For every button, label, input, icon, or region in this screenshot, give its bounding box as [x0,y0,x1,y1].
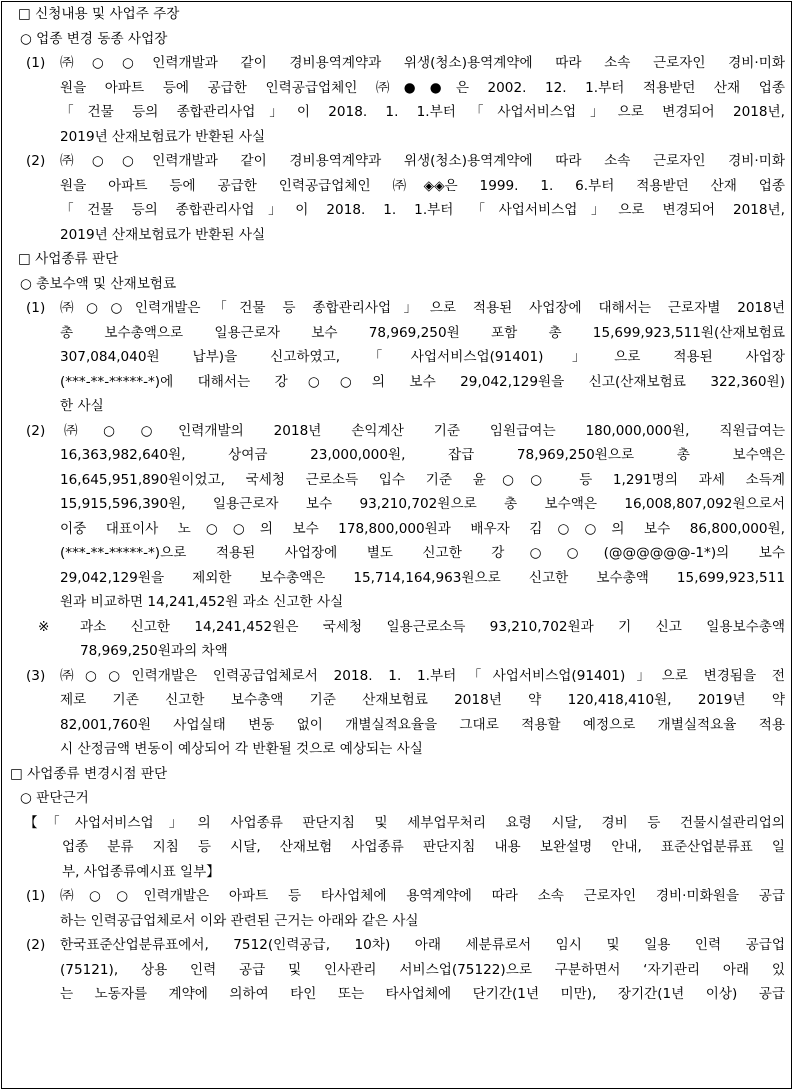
sub-heading: ○ 총보수액 및 산재보험료 [20,275,177,292]
item-first-line [2,664,791,689]
item-text: ㈜○○인력개발은 인력공급업체로서 2018. 1. 1.부터「사업서비스업(91401)」으로 변경됨을 전 [60,667,785,684]
item-continuation-line: 원을 아파트 등에 공급한 인력공급업체인 ㈜◈◈은 1999. 1. 6.부터 적용받던 산재 업종 [60,177,785,194]
item-number: (2) [26,422,46,439]
item-number: (1) [26,55,46,71]
item-number: (1) [26,888,46,904]
document-page [1,1,792,1089]
item-continuation-line: 부, 사업종류예시표 일부】 [62,863,220,880]
item-number: ※ [38,618,50,635]
item-continuation-line: 하는 인력공급업체로서 이와 관련된 근거는 아래와 같은 사실 [60,912,419,929]
section-heading: □ 신청내용 및 사업주 주장 [18,6,180,22]
item-continuation-line: 78,969,250원과의 차액 [80,643,228,659]
item-continuation-line: 15,915,596,390원, 일용근로자 보수 93,210,702원으로 총 보수액은 16,008,807,092원으로서 [60,496,785,512]
item-continuation-line: 307,084,040원 납부)을 신고하였고,「사업서비스업(91401)」으로 적용된 사업장 [60,349,785,365]
item-first-line [2,149,791,174]
item-continuation-line: 「건물 등의 종합관리사업」이 2018. 1. 1.부터 「사업서비스업」으로 변경되어 2018년, [60,202,785,218]
item-continuation-line: (***-**-*****-*)에 대해서는 강○○의 보수 29,042,129원을 신고(산재보험료 322,360원) [60,373,785,390]
item-text: 한국표준산업분류표에서, 7512(인력공급, 10차) 아래 세분류로서 임시 및 일용 인력 공급업 [60,937,785,953]
item-first-line [2,296,791,321]
numbered-item [2,419,791,615]
item-continuation-line: 제로 기존 신고한 보수총액 기준 산재보험료 2018년 약 120,418,410원, 2019년 약 [60,692,785,708]
sub-heading: ○ 업종 변경 동종 사업장 [20,30,168,47]
numbered-item [2,296,791,419]
item-number: (3) [26,667,46,684]
item-number: (2) [26,937,46,953]
item-text: ㈜○○인력개발은「건물 등 종합관리사업」으로 적용된 사업장에 대해서는 근로자별 2018년 [60,300,785,316]
item-text: 【「사업서비스업」의 사업종류 판단지침 및 세부업무처리 요령 시달, 경비 등 건물시설관리업의 [24,814,785,831]
item-continuation-line: 29,042,129원을 제외한 보수총액은 15,714,164,963원으로 신고한 보수총액 15,699,923,511 [60,569,785,586]
item-first-line [2,811,791,836]
item-continuation-line: 이중 대표이사 노○○의 보수 178,800,000원과 배우자 김○○의 보수 86,800,000원, [60,520,785,537]
item-continuation-line: 16,363,982,640원, 상여금 23,000,000원, 잡급 78,969,250원으로 총 보수액은 [60,447,785,463]
item-continuation-line: (75121), 상용 인력 공급 및 인사관리 서비스업(75122)으로 구분하면서 ‘자기관리 아래 있 [60,961,785,978]
item-continuation-line: 원과 비교하면 14,241,452원 과소 신고한 사실 [60,594,344,610]
item-continuation-line: 16,645,951,890원이었고, 국세청 근로소득 입수 기준 윤○○ 등 1,291명의 과세 소득계 [60,471,785,488]
item-continuation-line: 시 산정금액 변동이 예상되어 각 반환될 것으로 예상되는 사실 [60,741,423,757]
item-text: ㈜○○인력개발과 같이 경비용역계약과 위생(청소)용역계약에 따라 소속 근로자인 경비·미화 [60,153,785,169]
item-number: (2) [26,153,46,169]
item-first-line [2,884,791,909]
item-number: (1) [26,300,46,316]
numbered-item [2,149,791,247]
numbered-item [2,884,791,933]
item-continuation-line: 총 보수총액으로 일용근로자 보수 78,969,250원 포함 총 15,699,923,511원(산재보험료 [60,324,785,341]
note-item [2,615,791,664]
item-first-line [2,615,791,640]
item-text: ㈜○○인력개발은 아파트 등 타사업체에 용역계약에 따라 소속 근로자인 경비·미화원을 공급 [60,888,785,904]
item-first-line [2,933,791,958]
numbered-item [2,664,791,762]
numbered-item [2,51,791,149]
numbered-item [2,933,791,1007]
item-continuation-line: 82,001,760원 사업실태 변동 없이 개별실적요율을 그대로 적용할 예정으로 개별실적요율 적용 [60,716,785,733]
item-continuation-line: 2019년 산재보험료가 반환된 사실 [60,128,266,145]
item-continuation-line: 원을 아파트 등에 공급한 인력공급업체인 ㈜●●은 2002. 12. 1.부터 적용받던 산재 업종 [60,79,785,96]
item-continuation-line: 업종 분류 지침 등 시달, 산재보험 사업종류 판단지침 내용 보완설명 안내, 표준산업분류표 일 [62,839,785,855]
item-continuation-line: (***-**-*****-*)으로 적용된 사업장에 별도 신고한 강○○(@@@@@@-1*)의 보수 [60,545,785,561]
section-heading: □ 사업종류 변경시점 판단 [10,765,168,782]
item-text: ㈜○○인력개발의 2018년 손익계산 기준 임원급여는 180,000,000원, 직원급여는 [64,422,785,439]
item-continuation-line: 는 노동자를 계약에 의하여 타인 또는 타사업체에 단기간(1년 미만), 장기간(1년 이상) 공급 [60,986,785,1002]
sub-heading: ○ 판단근거 [20,790,89,806]
section-heading: □ 사업종류 판단 [18,251,119,267]
item-first-line [2,419,791,444]
item-continuation-line: 2019년 산재보험료가 반환된 사실 [60,226,266,243]
item-text: 과소 신고한 14,241,452원은 국세청 일용근로소득 93,210,702원과 기 신고 일용보수총액 [80,618,785,635]
item-continuation-line: 한 사실 [60,398,104,414]
item-text: ㈜○○인력개발과 같이 경비용역계약과 위생(청소)용역계약에 따라 소속 근로자인 경비·미화 [60,55,785,71]
item-first-line [2,51,791,76]
basis-bracket [2,811,791,885]
item-continuation-line: 「건물 등의 종합관리사업」이 2018. 1. 1.부터「사업서비스업」으로 변경되어 2018년, [60,104,785,120]
